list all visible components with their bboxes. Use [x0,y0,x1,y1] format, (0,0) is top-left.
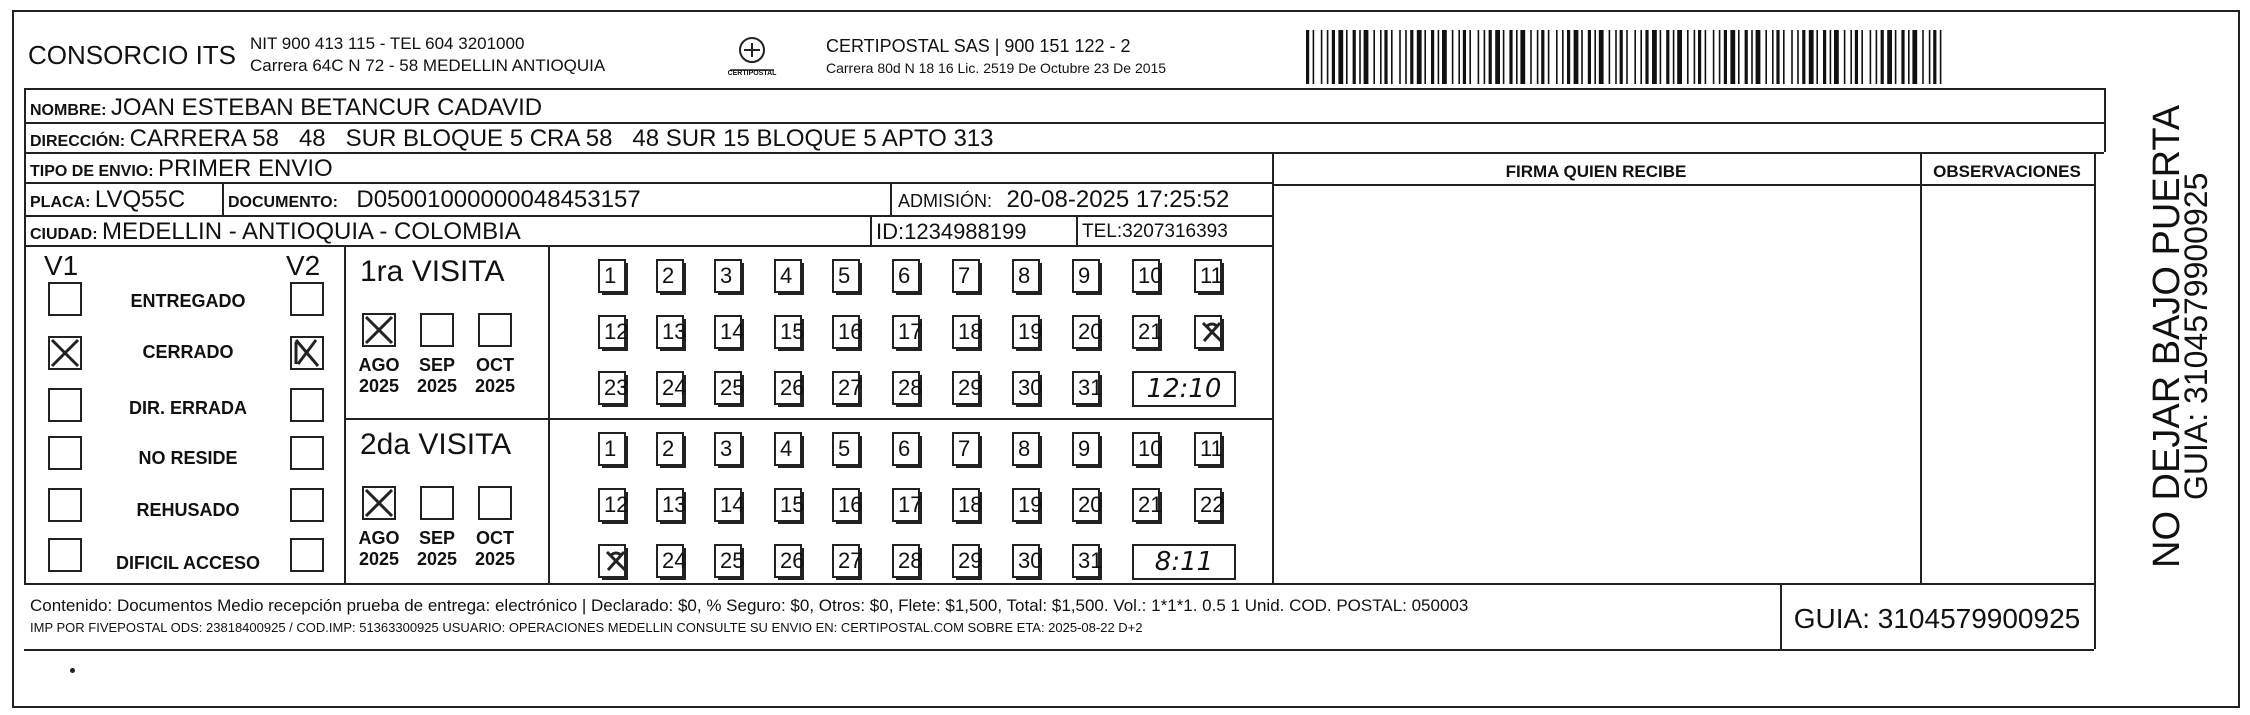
month-label [356,355,402,397]
barcode-bar [1417,30,1422,84]
barcode-bar [1469,30,1471,84]
observaciones-label: OBSERVACIONES [1933,162,2081,181]
visit-title: 2da VISITA [360,428,512,461]
day-box[interactable]: 19 [1012,315,1040,349]
day-box[interactable]: 17 [892,315,920,349]
barcode-bar [1776,30,1779,84]
barcode-bar [1359,30,1361,84]
v2-checkbox[interactable] [290,388,324,422]
day-box[interactable]: 13 [656,488,684,522]
barcode-bar [1452,30,1454,84]
month-checkbox[interactable] [478,313,512,347]
day-box[interactable]: 28 [892,371,920,405]
day-box[interactable]: 4 [774,259,802,293]
day-box[interactable]: 14 [714,315,742,349]
v2-header: V2 [286,250,321,281]
barcode-bar [1332,30,1335,84]
barcode-bar [1306,30,1309,84]
placa-value: LVQ55C [94,186,186,213]
tipo-envio-value: PRIMER ENVIO [158,155,333,182]
barcode-bar [1772,30,1774,84]
barcode-bar [1588,30,1591,84]
footer-imp: IMP POR FIVEPOSTAL ODS: 23818400925 / COD.IMP: 51363300925 USUARIO: OPERACIONES MEDELLIN CONSULTE SU ENVIO EN: CERTIPOSTAL.COM SOBRE ETA: 2025-08-22 D+2 [30,620,1143,635]
day-box[interactable]: 16 [832,315,860,349]
barcode-bar [1745,30,1748,84]
day-box[interactable]: 20 [1072,488,1100,522]
day-box[interactable]: 11 [1194,432,1222,466]
certipostal-logo [722,34,782,80]
barcode-bar [1940,30,1942,84]
documento-value: D05001000000048453157 [356,186,641,213]
barcode-bar [1850,30,1852,84]
barcode-bar [1922,30,1924,84]
barcode-bar [1327,30,1329,84]
barcode-bar [1933,30,1936,84]
barcode-bar [1751,30,1753,84]
status-label: DIR. ERRADA [128,398,247,418]
barcode-bar [1844,30,1846,84]
status-label: NO RESIDE [138,448,238,468]
day-box[interactable]: 5 [832,432,860,466]
v1-checkbox[interactable] [48,538,82,572]
barcode-bar [1687,30,1689,84]
barcode-bar [1495,30,1500,84]
placa-label: PLACA: [30,194,91,211]
month-year: 2025 [474,549,516,569]
day-box[interactable]: 28 [892,544,920,578]
side-guia: GUIA: 3104579900925 [2178,172,2214,500]
barcode-bar [1626,30,1628,84]
v2-checkbox[interactable] [290,488,324,522]
day-box[interactable]: 25 [714,371,742,405]
barcode-bar [1516,30,1518,84]
barcode-bar [1489,30,1492,84]
barcode-bar [1834,30,1839,84]
hora-visita: 12:10 [1132,371,1236,407]
month-checkbox[interactable] [362,313,396,347]
barcode-bar [1719,30,1721,84]
barcode-bar [1548,30,1550,84]
company-line-2: Carrera 64C N 72 - 58 MEDELLIN ANTIOQUIA [250,56,606,75]
barcode-bar [1783,30,1785,84]
barcode-bar [1895,30,1897,84]
id-value: 1234988199 [904,219,1027,244]
tipo-envio-label: TIPO DE ENVIO: [30,163,154,180]
barcode-bar [1509,30,1512,84]
month-name: SEP [418,528,456,548]
day-box[interactable]: 29 [952,371,980,405]
barcode-bar [1698,30,1701,84]
status-label: REHUSADO [136,500,240,520]
v2-checkbox[interactable] [290,336,324,370]
v1-checkbox[interactable] [48,388,82,422]
barcode-bar [1861,30,1863,84]
month-label [356,528,402,570]
tel-value: 3207316393 [1122,221,1228,242]
day-box[interactable]: 31 [1072,544,1100,578]
barcode-bar [1615,30,1617,84]
barcode-bar [1830,30,1832,84]
barcode-bar [1442,30,1447,84]
day-box[interactable]: 17 [892,488,920,522]
company-name: CONSORCIO ITS [28,40,237,70]
barcode-bar [1756,30,1761,84]
barcode-bar [1405,30,1407,84]
nombre-label: NOMBRE: [30,102,107,119]
barcode-bar [1463,30,1466,84]
barcode-bar [1816,30,1818,84]
id-label: ID: [876,219,905,244]
day-box[interactable]: 30 [1012,544,1040,578]
barcode-bar [1912,30,1917,84]
month-label [414,355,460,397]
day-box[interactable]: 3 [714,259,742,293]
footer-guia: GUIA: 3104579900925 [1793,603,2081,634]
barcode-bar [1594,30,1596,84]
barcode-bar [1424,30,1426,84]
barcode-bar [1901,30,1904,84]
month-year: 2025 [358,376,400,396]
day-box[interactable]: 11 [1194,259,1222,293]
day-box[interactable]: 16 [832,488,860,522]
ciudad-label: CIUDAD: [30,226,98,243]
day-box[interactable]: 10 [1132,259,1160,293]
barcode-bar [1876,30,1878,84]
month-name: AGO [358,528,400,548]
v2-checkbox[interactable] [290,282,324,316]
barcode-bar [1660,30,1662,84]
barcode-bar [1574,30,1579,84]
month-name: AGO [358,355,400,375]
day-box[interactable]: 6 [892,432,920,466]
barcode-bar [1503,30,1505,84]
day-box[interactable]: 29 [952,544,980,578]
barcode-bar [1677,30,1682,84]
barcode-bar [1321,30,1323,84]
barcode-bar [1666,30,1669,84]
month-year: 2025 [474,376,516,396]
barcode-bar [1724,30,1727,84]
tel-label: TEL: [1082,221,1123,242]
day-box[interactable]: 7 [952,432,980,466]
month-checkbox[interactable] [362,486,396,520]
month-name: SEP [418,355,456,375]
admision-label: ADMISIÓN: [898,191,993,211]
barcode-bar [1338,30,1343,84]
barcode-bar [1809,30,1814,84]
certipostal-line-2: Carrera 80d N 18 16 Lic. 2519 De Octubre 23 De 2015 [826,60,1167,76]
barcode-bar [1567,30,1570,84]
day-box[interactable]: 9 [1072,259,1100,293]
day-box[interactable]: 19 [1012,488,1040,522]
day-box[interactable] [1194,315,1222,349]
barcode-bar [1652,30,1657,84]
side-warning: NO DEJAR BAJO PUERTA [2146,104,2188,568]
barcode-bar [1645,30,1648,84]
barcode-bar [1634,30,1636,84]
v2-checkbox[interactable] [290,538,324,572]
firma-label: FIRMA QUIEN RECIBE [1505,162,1687,181]
documento-label: DOCUMENTO: [228,194,338,211]
day-box[interactable]: 15 [774,488,802,522]
month-checkbox[interactable] [420,313,454,347]
day-box[interactable]: 30 [1012,371,1040,405]
barcode-bar [1438,30,1440,84]
hora-visita: 8:11 [1132,544,1236,580]
barcode-bar [1313,30,1315,84]
day-box[interactable]: 3 [714,432,742,466]
barcode-bar [1541,30,1544,84]
v1-header: V1 [44,250,79,281]
barcode-bar [1802,30,1805,84]
nombre-value: JOAN ESTEBAN BETANCUR CADAVID [110,94,543,121]
day-box[interactable]: 7 [952,259,980,293]
day-box[interactable]: 31 [1072,371,1100,405]
day-box[interactable]: 27 [832,544,860,578]
barcode-bar [1694,30,1696,84]
day-box[interactable]: 21 [1132,488,1160,522]
barcode-bar [1887,30,1892,84]
month-checkbox[interactable] [420,486,454,520]
status-label: CERRADO [142,342,234,362]
month-name: OCT [476,528,514,548]
barcode-bar [1410,30,1413,84]
barcode-bar [1537,30,1539,84]
barcode-bar [1713,30,1715,84]
barcode-bar [1562,30,1564,84]
barcode-bar [1556,30,1558,84]
day-box[interactable]: 13 [656,315,684,349]
month-label [414,528,460,570]
barcode-bar [1705,30,1707,84]
certipostal-line-1: CERTIPOSTAL SAS | 900 151 122 - 2 [826,36,1131,56]
day-box[interactable]: 24 [656,544,684,578]
barcode-bar [1431,30,1434,84]
barcode-bar [1353,30,1356,84]
barcode-bar [1765,30,1767,84]
barcode-bar [1364,30,1369,84]
day-box[interactable]: 8 [1012,432,1040,466]
day-box[interactable]: 22 [1194,488,1222,522]
footer-contenido: Contenido: Documentos Medio recepción prueba de entrega: electrónico | Declarado: $0, % Seguro: $0, Otros: $0, Flete: $1,500, Total: $1,500. Vol.: 1*1*1. 0.5 1 Unid. COD. POSTAL: 050003 [30,596,1469,615]
day-box[interactable]: 9 [1072,432,1100,466]
direccion-value: CARRERA 58 48 SUR BLOQUE 5 CRA 58 48 SUR 15 BLOQUE 5 APTO 313 [129,125,994,152]
direccion-label: DIRECCIÓN: [30,133,126,150]
barcode-bar [1599,30,1604,84]
day-box[interactable]: 12 [598,488,626,522]
day-box[interactable]: 26 [774,371,802,405]
barcode-bar [1581,30,1583,84]
day-box[interactable]: 25 [714,544,742,578]
day-box[interactable]: 6 [892,259,920,293]
barcode-bar [1458,30,1460,84]
barcode-bar [1640,30,1642,84]
barcode-bar [1520,30,1525,84]
barcode-bar [1673,30,1675,84]
v1-checkbox[interactable] [48,436,82,470]
day-box[interactable]: 5 [832,259,860,293]
day-box[interactable]: 18 [952,488,980,522]
barcode-bar [1478,30,1480,84]
month-name: OCT [476,355,514,375]
barcode-bar [1730,30,1735,84]
barcode-bar [1791,30,1793,84]
certipostal-logo-text: CERTIPOSTAL [727,70,777,77]
barcode-bar [1346,30,1348,84]
day-box[interactable]: 8 [1012,259,1040,293]
day-box[interactable] [598,544,626,578]
day-box[interactable]: 24 [656,371,684,405]
barcode-bar [1399,30,1401,84]
barcode-bar [1870,30,1872,84]
barcode-bar [1929,30,1931,84]
day-box[interactable]: 14 [714,488,742,522]
day-box[interactable]: 18 [952,315,980,349]
barcode-bar [1797,30,1799,84]
day-box[interactable]: 2 [656,432,684,466]
barcode-bar [1391,30,1393,84]
month-year: 2025 [358,549,400,569]
barcode-bar [1384,30,1387,84]
day-box[interactable]: 27 [832,371,860,405]
day-box[interactable]: 26 [774,544,802,578]
month-checkbox[interactable] [478,486,512,520]
barcode-bar [1373,30,1375,84]
barcode-bar [1380,30,1382,84]
month-year: 2025 [416,549,458,569]
barcode-bar [1823,30,1826,84]
day-box[interactable]: 4 [774,432,802,466]
status-label: DIFICIL ACCESO [115,553,260,573]
barcode-bar [1609,30,1611,84]
day-box[interactable]: 1 [598,259,626,293]
v1-checkbox[interactable] [48,488,82,522]
barcode-bar [1484,30,1486,84]
ciudad-value: MEDELLIN - ANTIOQUIA - COLOMBIA [102,218,521,245]
day-box[interactable]: 1 [598,432,626,466]
v1-checkbox[interactable] [48,282,82,316]
admision-value: 20-08-2025 17:25:52 [1006,186,1230,213]
barcode-bar [1881,30,1884,84]
v1-checkbox[interactable] [48,336,82,370]
barcode-bar [1738,30,1740,84]
barcode-bar [1620,30,1623,84]
barcode-bar [1530,30,1532,84]
day-box[interactable]: 15 [774,315,802,349]
barcode [1306,30,1942,84]
day-box[interactable]: 10 [1132,432,1160,466]
status-label: ENTREGADO [130,291,246,311]
day-box[interactable]: 20 [1072,315,1100,349]
barcode-bar [1855,30,1858,84]
day-box[interactable]: 21 [1132,315,1160,349]
day-mark-icon [604,546,628,576]
month-label [472,355,518,397]
v2-checkbox[interactable] [290,436,324,470]
month-year: 2025 [416,376,458,396]
month-label [472,528,518,570]
barcode-bar [1908,30,1910,84]
day-mark-icon [1200,317,1224,347]
stray-dot [70,668,75,673]
day-box[interactable]: 23 [598,371,626,405]
visit-title: 1ra VISITA [360,255,505,288]
day-box[interactable]: 2 [656,259,684,293]
company-line-1: NIT 900 413 115 - TEL 604 3201000 [250,34,525,53]
day-box[interactable]: 12 [598,315,626,349]
